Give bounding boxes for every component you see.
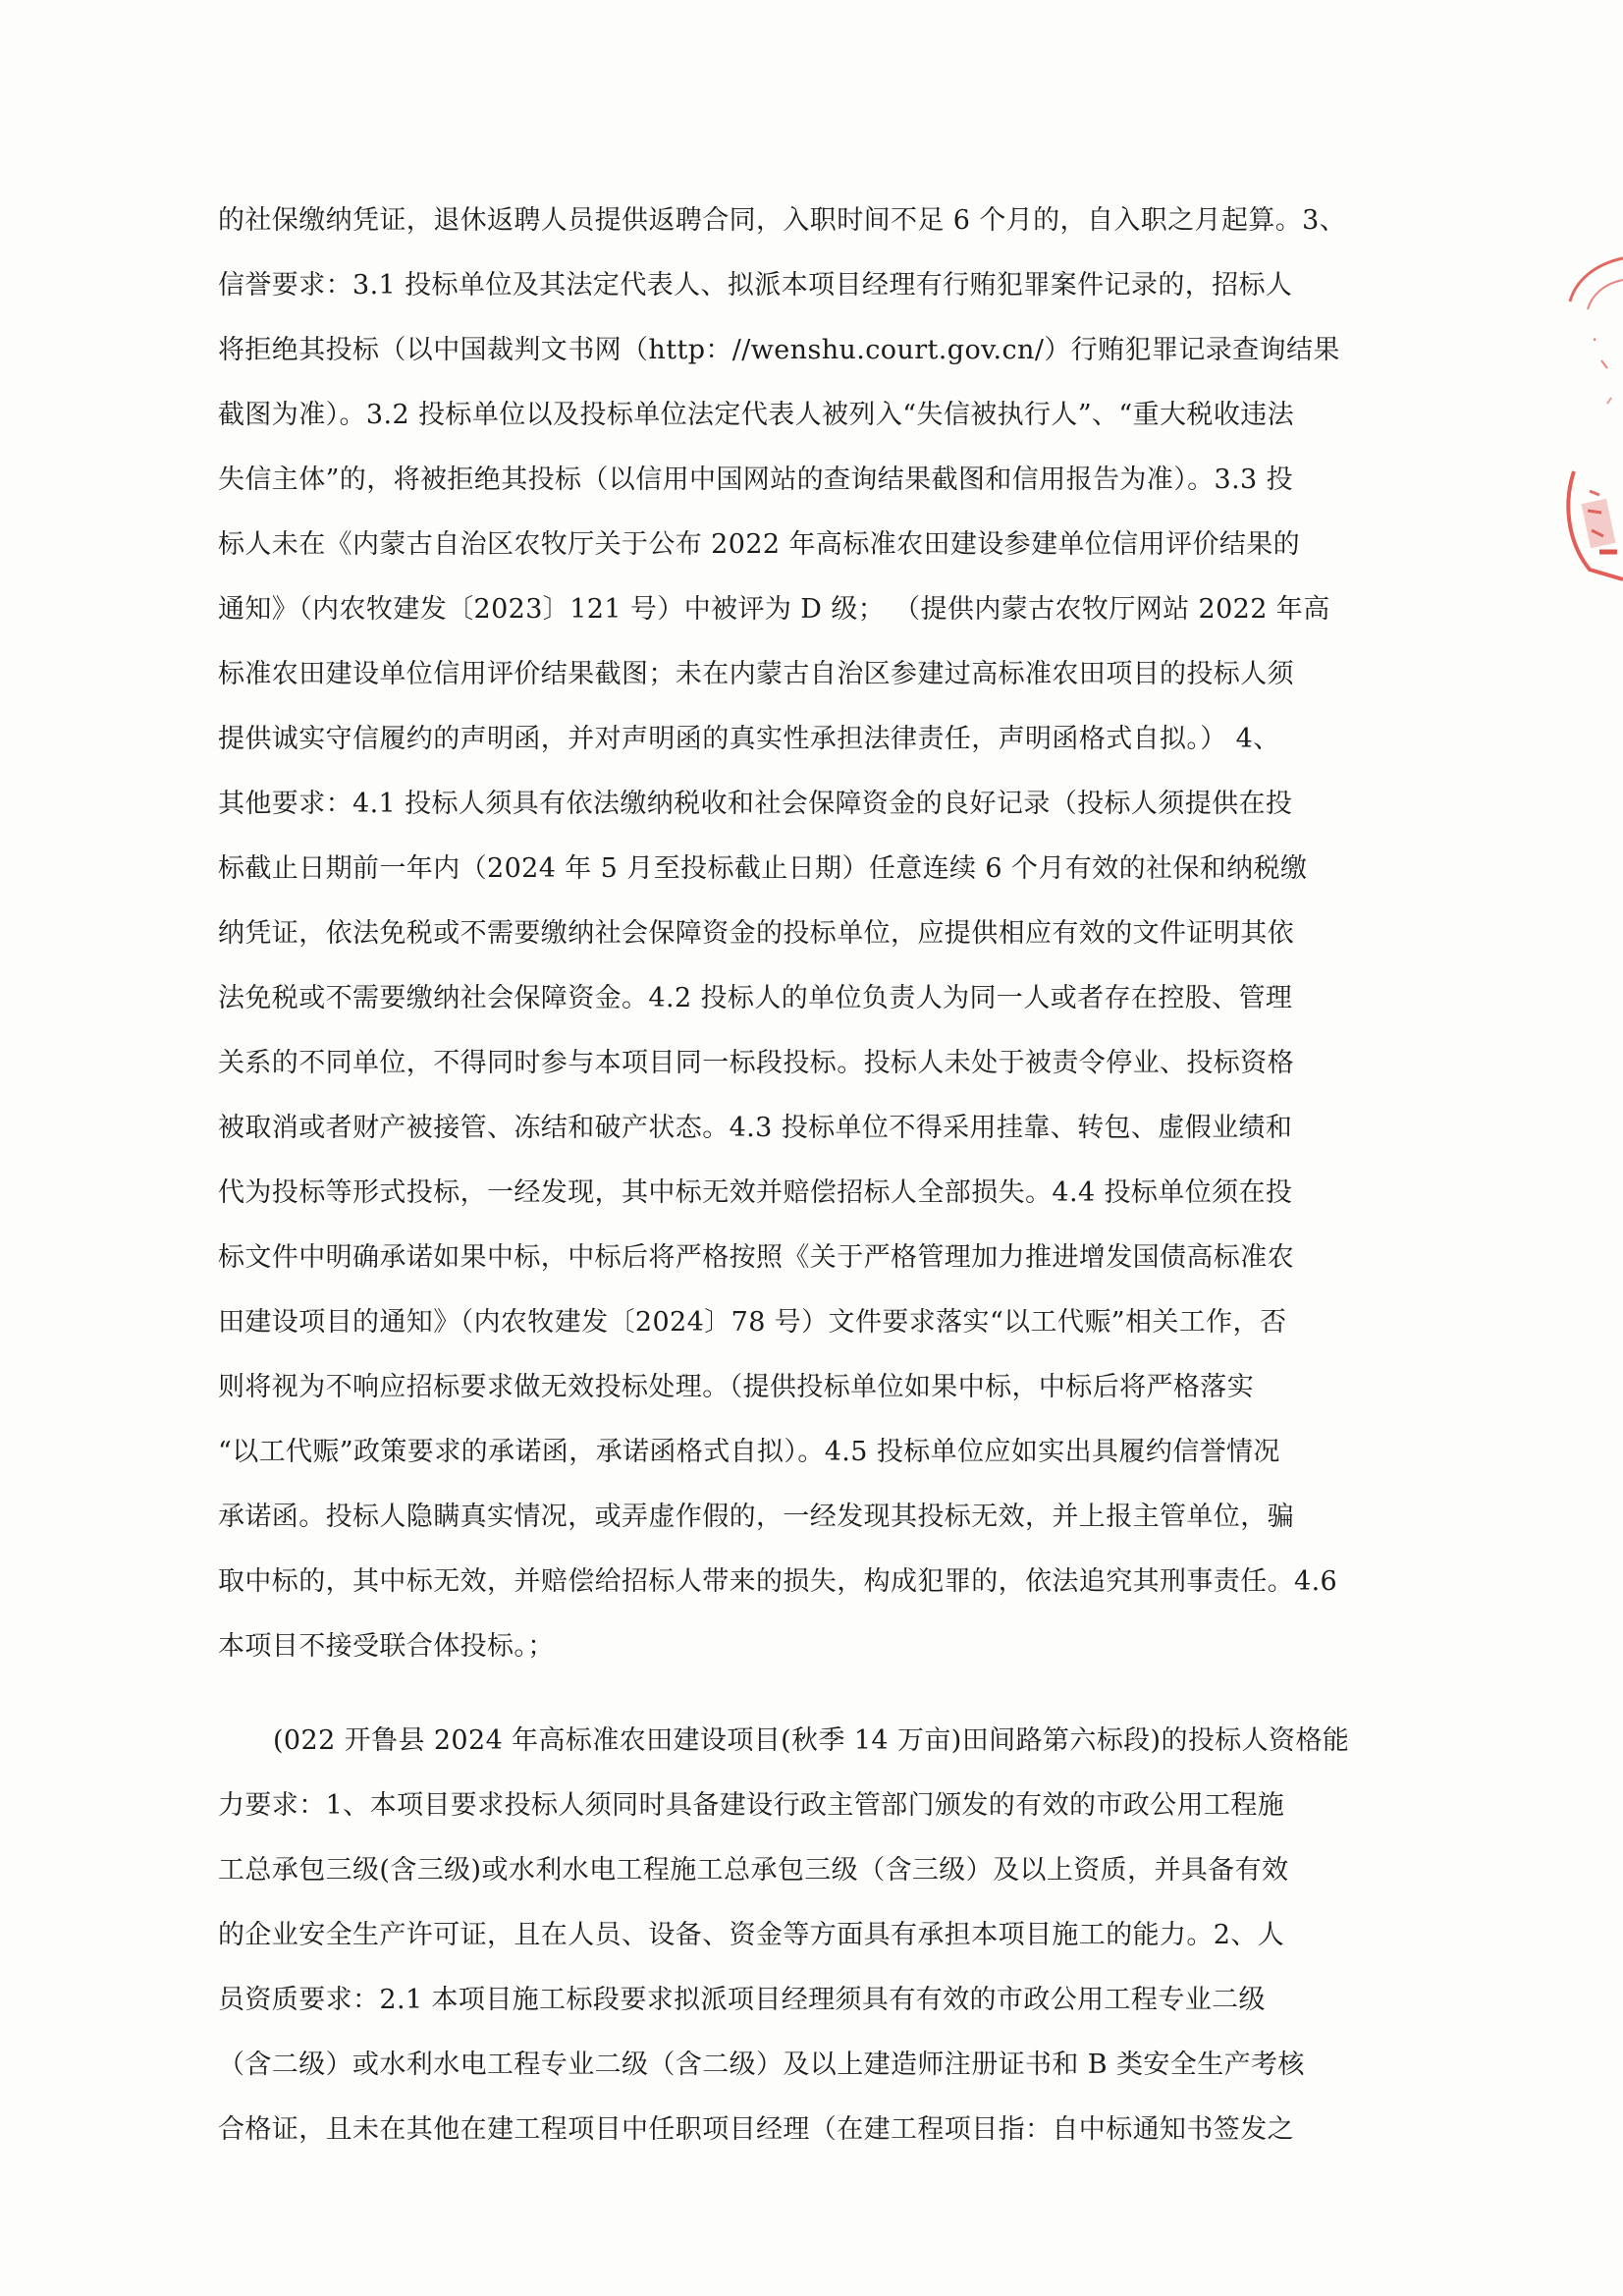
text-line: 取中标的，其中标无效，并赔偿给招标人带来的损失，构成犯罪的，依法追究其刑事责任。4.6 xyxy=(218,1566,1338,1597)
text-line: 其他要求：4.1 投标人须具有依法缴纳税收和社会保障资金的良好记录（投标人须提供在投 xyxy=(218,789,1293,819)
text-line: （含二级）或水利水电工程专业二级（含二级）及以上建造师注册证书和 B 类安全生产考核 xyxy=(218,2050,1305,2080)
text-line: 被取消或者财产被接管、冻结和破产状态。4.3 投标单位不得采用挂靠、转包、虚假业绩和 xyxy=(218,1113,1293,1143)
text-line: 的社保缴纳凭证，退休返聘人员提供返聘合同，入职时间不足 6 个月的，自入职之月起算。3、 xyxy=(218,205,1347,236)
text-line: 的企业安全生产许可证，且在人员、设备、资金等方面具有承担本项目施工的能力。2、人 xyxy=(218,1920,1285,1950)
text-line: 承诺函。投标人隐瞒真实情况，或弄虚作假的，一经发现其投标无效，并上报主管单位，骗 xyxy=(218,1502,1294,1532)
text-line: 截图为准）。3.2 投标单位以及投标单位法定代表人被列入“失信被执行人”、“重大税收违法 xyxy=(218,400,1295,430)
text-line: 员资质要求：2.1 本项目施工标段要求拟派项目经理须具有有效的市政公用工程专业二级 xyxy=(218,1985,1266,2015)
text-line: 法免税或不需要缴纳社会保障资金。4.2 投标人的单位负责人为同一人或者存在控股、管理 xyxy=(218,983,1293,1013)
text-line: 关系的不同单位，不得同时参与本项目同一标段投标。投标人未处于被责令停业、投标资格 xyxy=(218,1048,1294,1078)
text-line: 标截止日期前一年内（2024 年 5 月至投标截止日期）任意连续 6 个月有效的社保和纳税缴 xyxy=(218,853,1308,884)
text-line: 标文件中明确承诺如果中标，中标后将严格按照《关于严格管理加力推进增发国债高标准农 xyxy=(218,1242,1294,1273)
text-line: 将拒绝其投标（以中国裁判文书网（http：//wenshu.court.gov.cn/）行贿犯罪记录查询结果 xyxy=(218,335,1340,365)
text-line: 失信主体”的，将被拒绝其投标（以信用中国网站的查询结果截图和信用报告为准）。3.3 投 xyxy=(218,465,1294,495)
text-line: 本项目不接受联合体投标。； xyxy=(218,1631,555,1662)
text-line: 田建设项目的通知》（内农牧建发〔2024〕78 号）文件要求落实“以工代赈”相关工作，否 xyxy=(218,1307,1287,1338)
text-line: 通知》（内农牧建发〔2023〕121 号）中被评为 D 级； （提供内蒙古农牧厅网站 2022 年高 xyxy=(218,594,1330,625)
text-line: 合格证，且未在其他在建工程项目中任职项目经理（在建工程项目指：自中标通知书签发之 xyxy=(218,2114,1294,2145)
text-line: (022 开鲁县 2024 年高标准农田建设项目(秋季 14 万亩)田间路第六标段)的投标人资格能 xyxy=(273,1725,1350,1756)
red-seal-fragment-bottom xyxy=(1505,462,1623,589)
text-line: 纳凭证，依法免税或不需要缴纳社会保障资金的投标单位，应提供相应有效的文件证明其依 xyxy=(218,918,1294,949)
text-line: 则将视为不响应招标要求做无效投标处理。（提供投标单位如果中标，中标后将严格落实 xyxy=(218,1372,1255,1402)
text-line: 代为投标等形式投标，一经发现，其中标无效并赔偿招标人全部损失。4.4 投标单位须在投 xyxy=(218,1177,1293,1208)
paragraph-gap xyxy=(218,1679,1367,1709)
document-body xyxy=(218,189,1367,2162)
text-line: 信誉要求：3.1 投标单位及其法定代表人、拟派本项目经理有行贿犯罪案件记录的，招标人 xyxy=(218,270,1293,301)
text-line: 力要求：1、本项目要求投标人须同时具备建设行政主管部门颁发的有效的市政公用工程施 xyxy=(218,1790,1285,1821)
text-line: 工总承包三级(含三级)或水利水电工程施工总承包三级（含三级）及以上资质，并具备有效 xyxy=(218,1855,1289,1886)
text-line: 提供诚实守信履约的声明函，并对声明函的真实性承担法律责任，声明函格式自拟。） 4、 xyxy=(218,724,1280,754)
red-seal-fragment-top xyxy=(1505,250,1623,447)
svg-text:·: · xyxy=(1592,328,1598,352)
text-line: 标准农田建设单位信用评价结果截图；未在内蒙古自治区参建过高标准农田项目的投标人须 xyxy=(218,659,1294,689)
paragraph-2 xyxy=(218,1709,1367,2162)
text-line: “以工代赈”政策要求的承诺函，承诺函格式自拟）。4.5 投标单位应如实出具履约信誉情况 xyxy=(218,1437,1280,1467)
text-line: 标人未在《内蒙古自治区农牧厅关于公布 2022 年高标准农田建设参建单位信用评价结果的 xyxy=(218,529,1301,560)
paragraph-1 xyxy=(218,189,1367,1679)
